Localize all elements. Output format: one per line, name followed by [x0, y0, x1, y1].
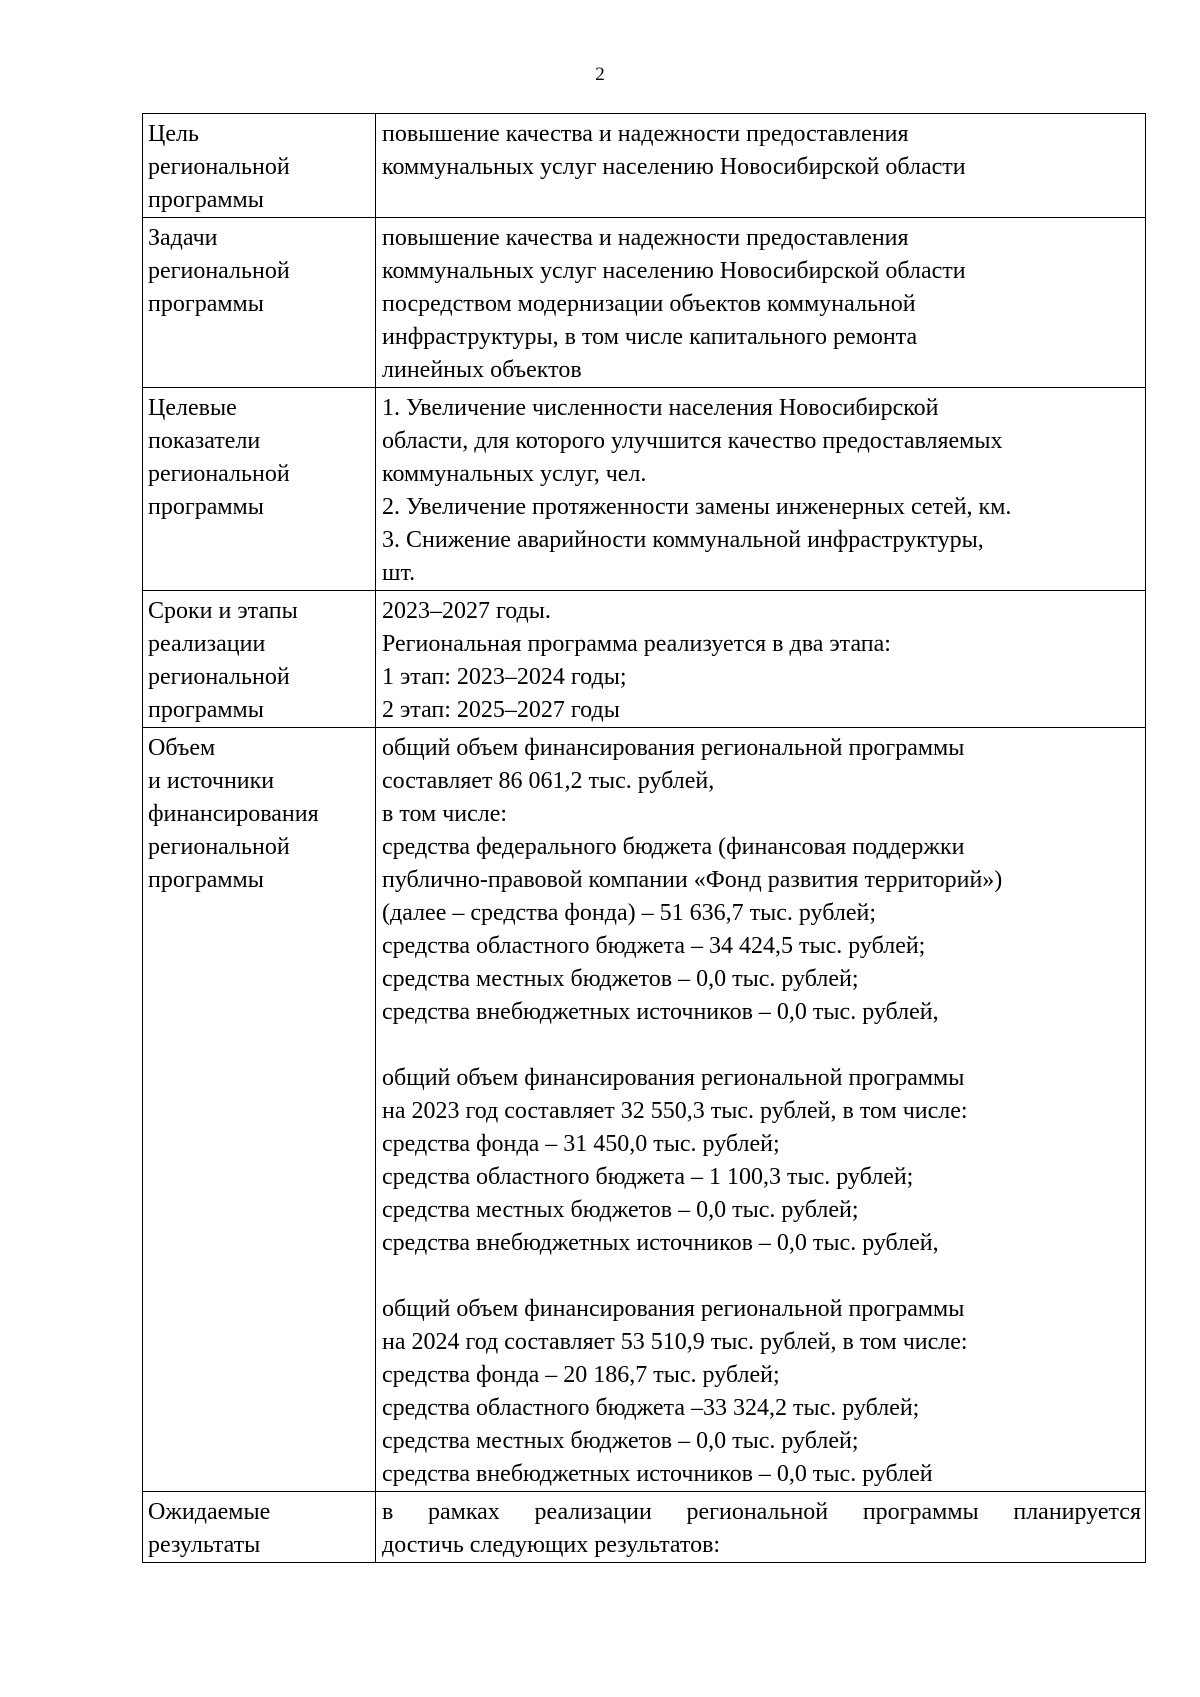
value-line: средства местных бюджетов – 0,0 тыс. рублей;	[382, 966, 859, 992]
program-passport-table	[142, 113, 1146, 1563]
label-line: программы	[148, 494, 264, 520]
value-line: инфраструктуры, в том числе капитального ремонта	[382, 324, 918, 350]
label-line: Объем	[148, 735, 216, 761]
value-line: 1. Увеличение численности населения Новосибирской	[382, 395, 939, 421]
value-line: общий объем финансирования региональной программы	[382, 1065, 965, 1091]
value-line: шт.	[382, 560, 416, 586]
value-line: (далее – средства фонда) – 51 636,7 тыс. рублей;	[382, 900, 876, 926]
label-line: программы	[148, 697, 264, 723]
value-line: 1 этап: 2023–2024 годы;	[382, 664, 627, 690]
label-line: региональной	[148, 258, 290, 284]
label-line: Целевые	[148, 395, 237, 421]
value-line: средства фонда – 31 450,0 тыс. рублей;	[382, 1131, 780, 1157]
value-line: средства областного бюджета –33 324,2 тыс. рублей;	[382, 1395, 920, 1421]
row-label	[143, 1492, 376, 1563]
table-row-target-indicators	[143, 388, 1146, 591]
value-line: общий объем финансирования региональной программы	[382, 735, 965, 761]
value-line: линейных объектов	[382, 357, 582, 383]
value-line: средства внебюджетных источников – 0,0 тыс. рублей	[382, 1461, 933, 1487]
value-line: коммунальных услуг населению Новосибирской области	[382, 154, 966, 180]
label-line: показатели	[148, 428, 261, 454]
value-line: 3. Снижение аварийности коммунальной инфраструктуры,	[382, 527, 984, 553]
value-line: составляет 86 061,2 тыс. рублей,	[382, 768, 715, 794]
value-line: в рамках реализации региональной программы планируется	[382, 1499, 1141, 1525]
value-line: 2023–2027 годы.	[382, 598, 551, 624]
label-line: Сроки и этапы	[148, 598, 298, 624]
row-label	[143, 388, 376, 591]
value-line: посредством модернизации объектов коммунальной	[382, 291, 916, 317]
value-line: средства фонда – 20 186,7 тыс. рублей;	[382, 1362, 780, 1388]
label-line: региональной	[148, 154, 290, 180]
row-label	[143, 728, 376, 1492]
value-line: коммунальных услуг населению Новосибирской области	[382, 258, 966, 284]
value-line: средства областного бюджета – 1 100,3 тыс. рублей;	[382, 1164, 914, 1190]
value-line: области, для которого улучшится качество предоставляемых	[382, 428, 1003, 454]
row-label	[143, 218, 376, 388]
value-line: средства местных бюджетов – 0,0 тыс. рублей;	[382, 1197, 859, 1223]
value-line: общий объем финансирования региональной программы	[382, 1296, 965, 1322]
label-line: программы	[148, 187, 264, 213]
row-value	[376, 591, 1146, 728]
table-row-funding	[143, 728, 1146, 1492]
label-line: и источники	[148, 768, 275, 794]
value-line: на 2024 год составляет 53 510,9 тыс. рублей, в том числе:	[382, 1329, 968, 1355]
blank-line	[382, 1260, 1141, 1293]
value-line: на 2023 год составляет 32 550,3 тыс. рублей, в том числе:	[382, 1098, 968, 1124]
value-line: повышение качества и надежности предоставления	[382, 121, 909, 147]
value-line: средства внебюджетных источников – 0,0 тыс. рублей,	[382, 1230, 939, 1256]
table-row-timeline	[143, 591, 1146, 728]
label-line: региональной	[148, 461, 290, 487]
row-value	[376, 728, 1146, 1492]
value-line: коммунальных услуг, чел.	[382, 461, 647, 487]
value-line: 2. Увеличение протяженности замены инженерных сетей, км.	[382, 494, 1012, 520]
value-line: Региональная программа реализуется в два этапа:	[382, 631, 891, 657]
label-line: финансирования	[148, 801, 319, 827]
table-row-expected-results	[143, 1492, 1146, 1563]
value-line: средства областного бюджета – 34 424,5 тыс. рублей;	[382, 933, 926, 959]
row-value	[376, 1492, 1146, 1563]
value-line: средства местных бюджетов – 0,0 тыс. рублей;	[382, 1428, 859, 1454]
table-row-goal	[143, 114, 1146, 218]
value-line: 2 этап: 2025–2027 годы	[382, 697, 620, 723]
value-line: достичь следующих результатов:	[382, 1532, 721, 1558]
label-line: реализации	[148, 631, 266, 657]
value-line: публично-правовой компании «Фонд развития территорий»)	[382, 867, 1003, 893]
table-row-tasks	[143, 218, 1146, 388]
value-line: средства федерального бюджета (финансовая поддержки	[382, 834, 965, 860]
label-line: результаты	[148, 1532, 261, 1558]
label-line: программы	[148, 867, 264, 893]
row-value	[376, 388, 1146, 591]
blank-line	[382, 1029, 1141, 1062]
row-value	[376, 218, 1146, 388]
page-number: 2	[595, 64, 605, 85]
label-line: региональной	[148, 834, 290, 860]
value-line: в том числе:	[382, 801, 508, 827]
row-label	[143, 591, 376, 728]
label-line: программы	[148, 291, 264, 317]
value-line: средства внебюджетных источников – 0,0 тыс. рублей,	[382, 999, 939, 1025]
label-line: Ожидаемые	[148, 1499, 271, 1525]
value-line: повышение качества и надежности предоставления	[382, 225, 909, 251]
row-label	[143, 114, 376, 218]
label-line: региональной	[148, 664, 290, 690]
row-value	[376, 114, 1146, 218]
label-line: Цель	[148, 121, 199, 147]
label-line: Задачи	[148, 225, 218, 251]
